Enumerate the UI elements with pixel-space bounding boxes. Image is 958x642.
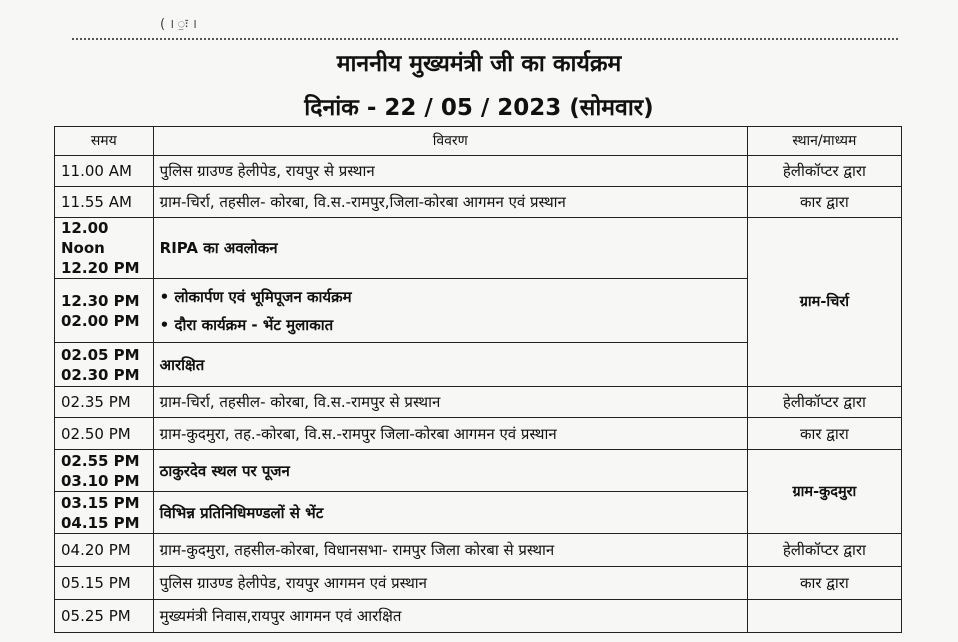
table-header-row <box>55 127 902 156</box>
header-time: समय <box>55 127 154 156</box>
time-end: 12.20 PM <box>61 259 140 277</box>
header-place: स्थान/माध्यम <box>747 127 901 156</box>
row-time: 05.15 PM <box>55 567 154 600</box>
table-row <box>55 567 902 600</box>
bullet-item: • दौरा कार्यक्रम - भेंट मुलाकात <box>160 315 741 335</box>
table-row <box>55 450 902 492</box>
row-place-merged: ग्राम-चिर्रा <box>747 218 901 387</box>
row-description: ग्राम-कुदमुरा, तहसील-कोरबा, विधानसभा- रामपुर जिला कोरबा से प्रस्थान <box>153 534 747 567</box>
row-description: पुलिस ग्राउण्ड हेलीपेड, रायपुर से प्रस्थान <box>153 156 747 187</box>
time-start: 02.05 PM <box>61 345 140 364</box>
time-start: 12.30 PM <box>61 291 140 310</box>
row-time: 02.50 PM <box>55 418 154 450</box>
row-place: कार द्वारा <box>747 418 901 450</box>
row-time: 04.20 PM <box>55 534 154 567</box>
table-row <box>55 218 902 279</box>
top-page-fragment: ( । ः॒ । <box>160 17 197 30</box>
row-description: पुलिस ग्राउण्ड हेलीपेड, रायपुर आगमन एवं प्रस्थान <box>153 567 747 600</box>
row-time: 11.55 AM <box>55 187 154 218</box>
header-description: विवरण <box>153 127 747 156</box>
row-description: ग्राम-कुदमुरा, तह.-कोरबा, वि.स.-रामपुर जिला-कोरबा आगमन एवं प्रस्थान <box>153 418 747 450</box>
table-row <box>55 534 902 567</box>
row-time <box>55 492 154 534</box>
row-place: हेलीकॉप्टर द्वारा <box>747 387 901 418</box>
row-time <box>55 218 154 279</box>
row-time: 02.35 PM <box>55 387 154 418</box>
time-end: 03.10 PM <box>61 471 140 490</box>
row-place: कार द्वारा <box>747 567 901 600</box>
row-description: मुख्यमंत्री निवास,रायपुर आगमन एवं आरक्षित <box>153 600 747 633</box>
table-row <box>55 156 902 187</box>
row-description: ग्राम-चिर्रा, तहसील- कोरबा, वि.स.-रामपुर,जिला-कोरबा आगमन एवं प्रस्थान <box>153 187 747 218</box>
table-row <box>55 418 902 450</box>
time-end: 02.30 PM <box>61 365 140 384</box>
row-description <box>153 279 747 343</box>
row-time: 11.00 AM <box>55 156 154 187</box>
row-time: 05.25 PM <box>55 600 154 633</box>
row-place: हेलीकॉप्टर द्वारा <box>747 156 901 187</box>
bullet-item: • लोकार्पण एवं भूमिपूजन कार्यक्रम <box>160 287 741 307</box>
dotted-divider <box>72 38 898 40</box>
document-date: दिनांक - 22 / 05 / 2023 (सोमवार) <box>304 95 654 121</box>
time-start: 02.55 PM <box>61 451 140 470</box>
time-start: 12.00 Noon <box>61 219 109 257</box>
row-description: ठाकुरदेव स्थल पर पूजन <box>153 450 747 492</box>
time-end: 04.15 PM <box>61 513 140 532</box>
row-place: कार द्वारा <box>747 187 901 218</box>
row-time <box>55 343 154 387</box>
time-end: 02.00 PM <box>61 311 140 330</box>
row-place: हेलीकॉप्टर द्वारा <box>747 534 901 567</box>
table-row <box>55 600 902 633</box>
row-place-merged: ग्राम-कुदमुरा <box>747 450 901 534</box>
row-description: ग्राम-चिर्रा, तहसील- कोरबा, वि.स.-रामपुर से प्रस्थान <box>153 387 747 418</box>
table-row <box>55 387 902 418</box>
row-time <box>55 450 154 492</box>
row-time <box>55 279 154 343</box>
row-place <box>747 600 901 633</box>
document-title: माननीय मुख्यमंत्री जी का कार्यक्रम <box>336 51 622 77</box>
row-description: RIPA का अवलोकन <box>153 218 747 279</box>
row-description: विभिन्न प्रतिनिधिमण्डलों से भेंट <box>153 492 747 534</box>
table-row <box>55 187 902 218</box>
schedule-table <box>54 126 902 633</box>
row-description: आरक्षित <box>153 343 747 387</box>
time-start: 03.15 PM <box>61 493 140 512</box>
